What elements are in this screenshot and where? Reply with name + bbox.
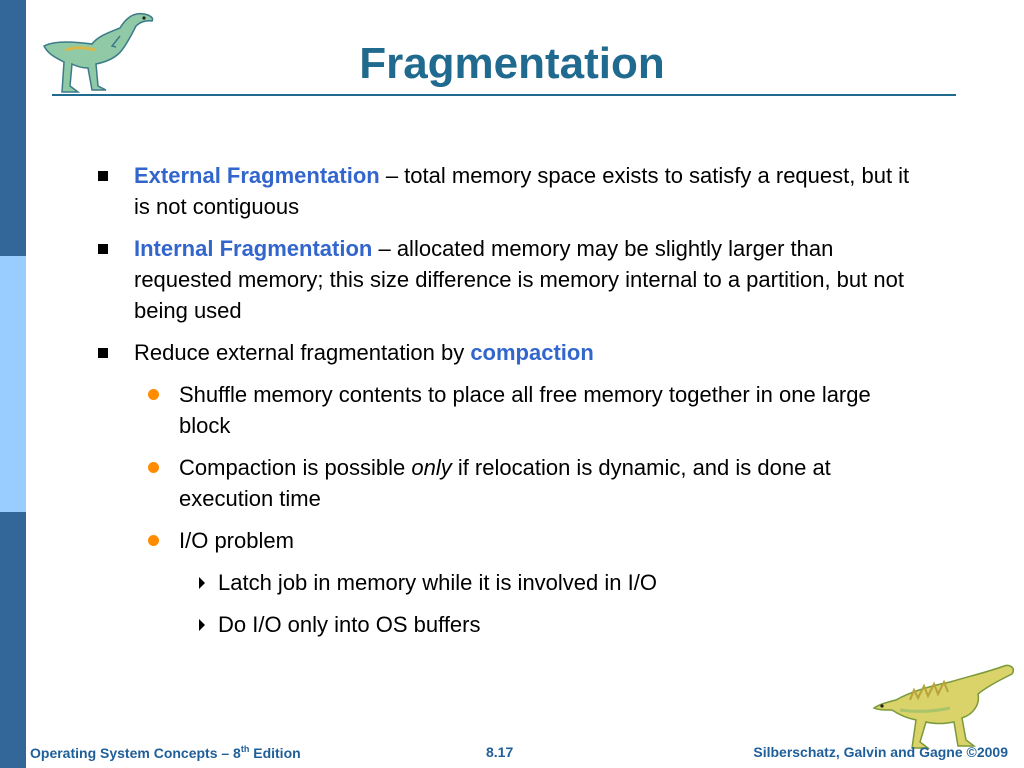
square-bullet-icon — [98, 171, 108, 181]
sub-sub-bullet-latch — [96, 567, 916, 598]
sub-bullet-text-rest: if relocation is dynamic, and is done at execution time — [179, 455, 831, 511]
sub-sub-bullet-text: Do I/O only into OS buffers — [218, 612, 481, 637]
triangle-bullet-icon — [199, 619, 205, 631]
triangle-bullet-icon — [199, 577, 205, 589]
square-bullet-icon — [98, 244, 108, 254]
square-bullet-icon — [98, 348, 108, 358]
sub-bullet-text: Compaction is possible — [179, 455, 412, 480]
dot-bullet-icon — [148, 462, 159, 473]
left-stripe-highlight — [0, 256, 26, 512]
term-compaction: compaction — [470, 340, 594, 365]
bullet-text: Reduce external fragmentation by — [134, 340, 471, 365]
dot-bullet-icon — [148, 389, 159, 400]
sub-bullet-text: I/O problem — [179, 528, 294, 553]
title-rule — [52, 94, 956, 96]
sub-sub-bullet-text: Latch job in memory while it is involved in I/O — [218, 570, 657, 595]
footer-superscript: th — [240, 744, 250, 754]
bullet-text: – total memory space exists to satisfy a request, but it is not contiguous — [134, 163, 910, 219]
footer-edition-text: Edition — [249, 745, 301, 761]
sub-bullet-text: Shuffle memory contents to place all free memory together in one large block — [179, 382, 871, 438]
bullet-internal-fragmentation — [96, 233, 916, 326]
sub-bullet-shuffle — [96, 379, 916, 441]
sub-bullet-io-problem — [96, 525, 916, 556]
sub-bullet-compaction — [96, 452, 916, 514]
term-internal-fragmentation: Internal Fragmentation — [134, 236, 373, 261]
left-stripe — [0, 0, 26, 768]
dot-bullet-icon — [148, 535, 159, 546]
slide-title: Fragmentation — [359, 39, 665, 88]
footer-book-title-text: Operating System Concepts – 8 — [30, 745, 241, 761]
emphasis-only: only — [411, 455, 452, 480]
footer-book-title — [30, 744, 301, 761]
dinosaur-illustration-icon — [870, 660, 1020, 752]
footer-page-number: 8.17 — [486, 744, 514, 760]
sub-sub-bullet-os-buffers — [96, 609, 916, 640]
bullet-external-fragmentation — [96, 160, 916, 222]
bullet-reduce-fragmentation — [96, 337, 916, 368]
slide-content — [96, 160, 916, 651]
term-external-fragmentation: External Fragmentation — [134, 163, 380, 188]
footer-authors: Silberschatz, Galvin and Gagne ©2009 — [753, 744, 1008, 760]
bullet-text: – allocated memory may be slightly larger than requested memory; this size difference is memory internal to a partition, but not being used — [134, 236, 904, 323]
